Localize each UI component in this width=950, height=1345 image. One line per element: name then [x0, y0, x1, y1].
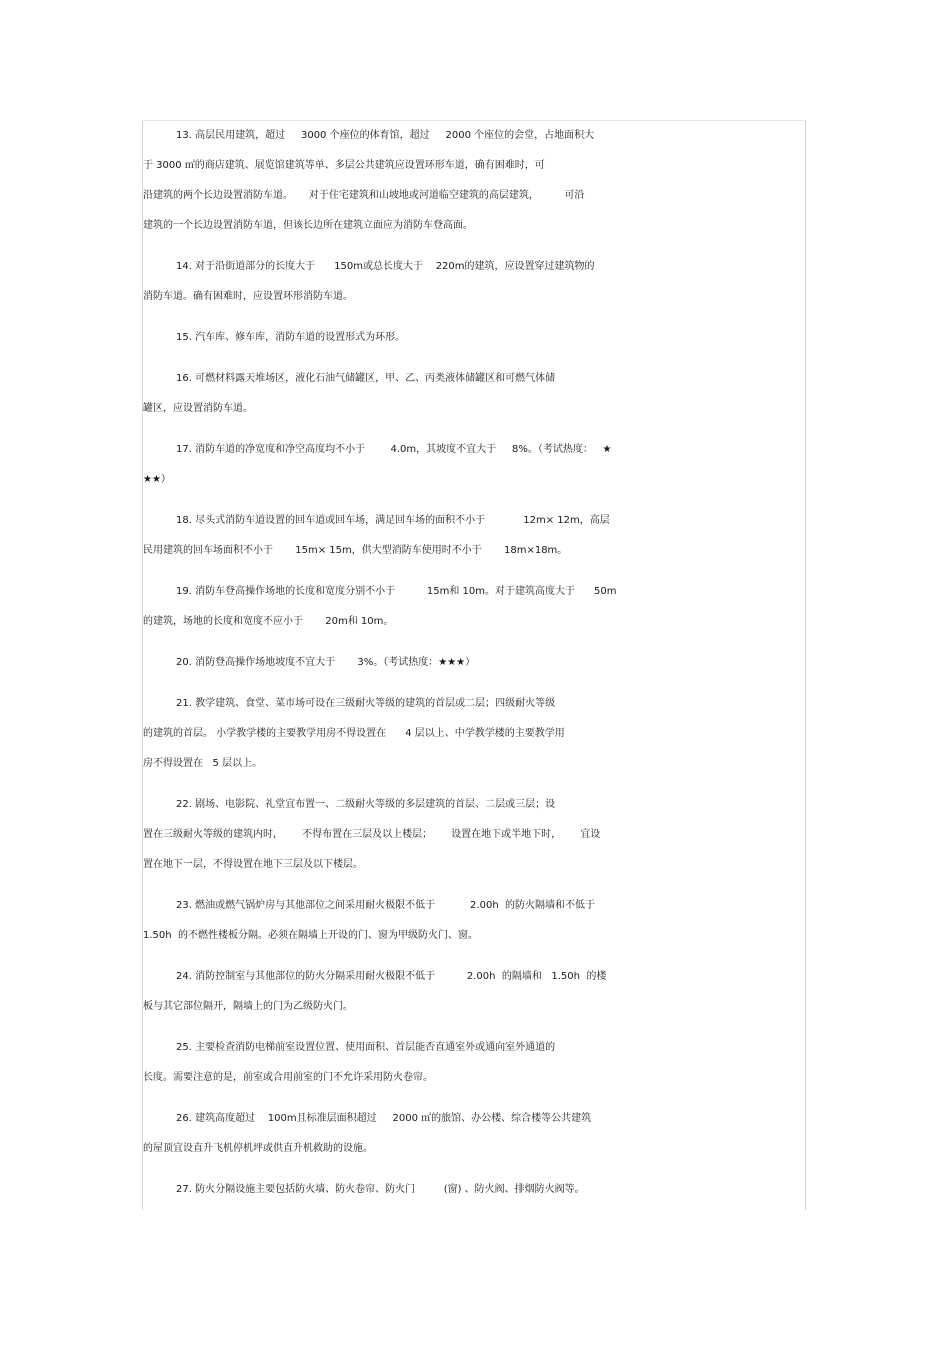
text-line: 15. 汽车库、修车库，消防车道的设置形式为环形。 [176, 332, 406, 343]
clause-17 [143, 435, 807, 495]
text-line: 13. 高层民用建筑，超过 3000 个座位的体育馆，超过 2000 个座位的会堂，占地面积大 [176, 130, 595, 141]
text-line: 建筑的一个长边设置消防车道，但该长边所在建筑立面应为消防车登高面。 [143, 220, 473, 231]
text-line: 民用建筑的回车场面积不小于 15m× 15m，供大型消防车使用时不小于 18m×18m。 [143, 545, 568, 556]
text-line: 18. 尽头式消防车道设置的回车道或回车场，满足回车场的面积不小于 12m× 12m，高层 [176, 515, 610, 526]
document-body [143, 121, 807, 1205]
text-line: 房不得设置在 5 层以上。 [143, 758, 263, 769]
clause-21 [143, 689, 807, 779]
clause-15 [143, 323, 807, 353]
text-line: 罐区，应设置消防车道。 [143, 403, 253, 414]
clause-18 [143, 506, 807, 566]
text-line: 置在三级耐火等级的建筑内时， 不得布置在三层及以上楼层； 设置在地下或半地下时， 宜设 [143, 829, 601, 840]
clause-14 [143, 252, 807, 312]
text-line: 27. 防火分隔设施主要包括防火墙、防火卷帘、防火门 (窗) 、防火阀、排烟防火阀等。 [176, 1184, 585, 1195]
text-line: 长度。需要注意的是，前室或合用前室的门不允许采用防火卷帘。 [143, 1072, 433, 1083]
text-line: ★★） [143, 474, 171, 485]
text-line: 14. 对于沿街道部分的长度大于 150m或总长度大于 220m的建筑，应设置穿过建筑物的 [176, 261, 595, 272]
clause-19 [143, 577, 807, 637]
clause-26 [143, 1104, 807, 1164]
text-line: 消防车道。确有困难时，应设置环形消防车道。 [143, 291, 353, 302]
text-line: 23. 燃油或燃气锅炉房与其他部位之间采用耐火极限不低于 2.00h 的防火隔墙和不低于 [176, 900, 596, 911]
text-line: 的屋顶宜设直升飞机停机坪或供直升机救助的设施。 [143, 1143, 373, 1154]
text-line: 16. 可燃材料露天堆场区，液化石油气储罐区，甲、乙、丙类液体储罐区和可燃气体储 [176, 373, 556, 384]
text-line: 置在地下一层，不得设置在地下三层及以下楼层。 [143, 859, 363, 870]
text-line: 板与其它部位隔开，隔墙上的门为乙级防火门。 [143, 1001, 353, 1012]
text-line: 于 3000 ㎡的商店建筑、展览馆建筑等单、多层公共建筑应设置环形车道，确有困难时，可 [143, 160, 545, 171]
text-line: 21. 教学建筑、食堂、菜市场可设在三级耐火等级的建筑的首层或二层；四级耐火等级 [176, 698, 556, 709]
clause-20 [143, 648, 807, 678]
clause-24 [143, 962, 807, 1022]
text-line: 19. 消防车登高操作场地的长度和宽度分别不小于 15m和 10m。对于建筑高度大于 50m [176, 586, 617, 597]
clause-27 [143, 1175, 807, 1205]
clause-22 [143, 790, 807, 880]
clause-13 [143, 121, 807, 241]
text-line: 17. 消防车道的净宽度和净空高度均不小于 4.0m，其坡度不宜大于 8%。（考试热度： ★ [176, 444, 612, 455]
text-line: 的建筑的首层。 小学教学楼的主要教学用房不得设置在 4 层以上、中学教学楼的主要教学用 [143, 728, 565, 739]
text-line: 26. 建筑高度超过 100m且标准层面积超过 2000 ㎡的旅馆、办公楼、综合楼等公共建筑 [176, 1113, 592, 1124]
text-line: 24. 消防控制室与其他部位的防火分隔采用耐火极限不低于 2.00h 的隔墙和 1.50h 的楼 [176, 971, 607, 982]
clause-16 [143, 364, 807, 424]
text-line: 20. 消防登高操作场地坡度不宜大于 3%。（考试热度：★★★） [176, 657, 476, 668]
text-line: 22. 剧场、电影院、礼堂宜布置一、二级耐火等级的多层建筑的首层、二层或三层；设 [176, 799, 556, 810]
clause-25 [143, 1033, 807, 1093]
text-line: 1.50h 的不燃性楼板分隔。必须在隔墙上开设的门、窗为甲级防火门、窗。 [143, 930, 478, 941]
text-line: 的建筑，场地的长度和宽度不应小于 20m和 10m。 [143, 616, 394, 627]
text-line: 沿建筑的两个长边设置消防车道。 对于住宅建筑和山坡地或河道临空建筑的高层建筑， 可沿 [143, 190, 585, 201]
clause-23 [143, 891, 807, 951]
text-line: 25. 主要检查消防电梯前室设置位置、使用面积、首层能否直通室外或通向室外通道的 [176, 1042, 556, 1053]
